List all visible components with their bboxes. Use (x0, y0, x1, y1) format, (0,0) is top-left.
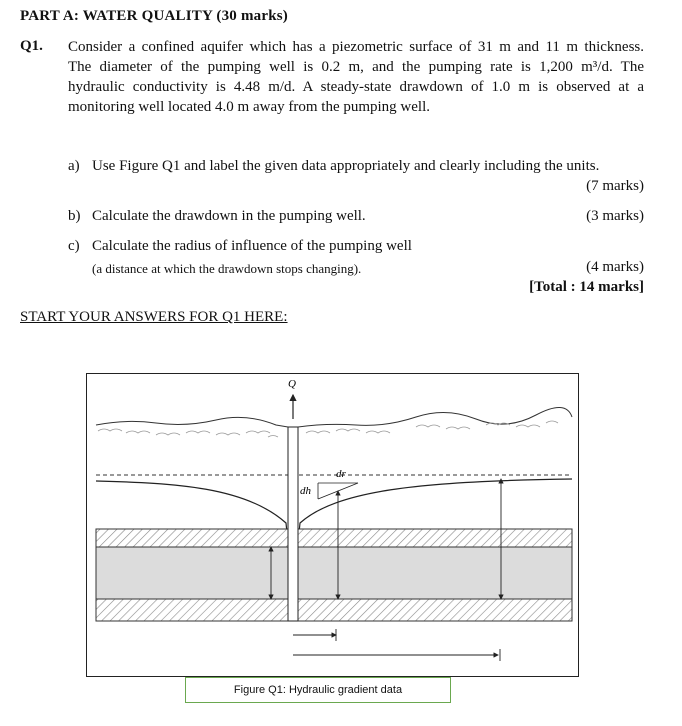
question-line: The diameter of the pumping well is 0.2 m, and the pumping rate is 1,200 m³/d. The (68, 59, 644, 75)
question-line: monitoring well located 4.0 m away from the pumping well. (68, 99, 431, 115)
pumping-well (288, 427, 298, 621)
part-b-label: b) (68, 208, 81, 224)
part-b-text: Calculate the drawdown in the pumping well. (92, 208, 366, 224)
part-a-marks: (7 marks) (586, 178, 644, 194)
dr-label: dr (336, 468, 346, 480)
figure-frame (87, 374, 579, 677)
question-text (68, 37, 644, 117)
answers-heading: START YOUR ANSWERS FOR Q1 HERE: (20, 309, 288, 325)
ground-surface-right (298, 407, 572, 427)
question-number: Q1. (20, 38, 43, 54)
dh-label: dh (300, 485, 311, 497)
ground-surface-left (96, 417, 288, 427)
aquifer-figure (86, 373, 580, 677)
part-c-marks: (4 marks) (586, 259, 644, 275)
question-line: hydraulic conductivity is 4.48 m/d. A steady-state drawdown of 1.0 m is observed at a (68, 79, 644, 95)
part-c-note: (a distance at which the drawdown stops changing). (92, 261, 362, 276)
section-title: PART A: WATER QUALITY (30 marks) (20, 8, 288, 24)
figure-caption: Figure Q1: Hydraulic gradient data (185, 677, 451, 703)
part-a-label: a) (68, 158, 80, 174)
q-label: Q (288, 378, 296, 390)
part-b-marks: (3 marks) (586, 208, 644, 224)
ground-texture (98, 421, 558, 437)
part-c-text: Calculate the radius of influence of the pumping well (92, 238, 412, 254)
lower-confining-layer (96, 599, 572, 621)
total-marks: [Total : 14 marks] (529, 279, 644, 295)
question-line: Consider a confined aquifer which has a piezometric surface of 31 m and 11 m thickness. (68, 39, 644, 55)
part-c-label: c) (68, 238, 80, 254)
part-a-text: Use Figure Q1 and label the given data appropriately and clearly including the units. (92, 158, 600, 174)
